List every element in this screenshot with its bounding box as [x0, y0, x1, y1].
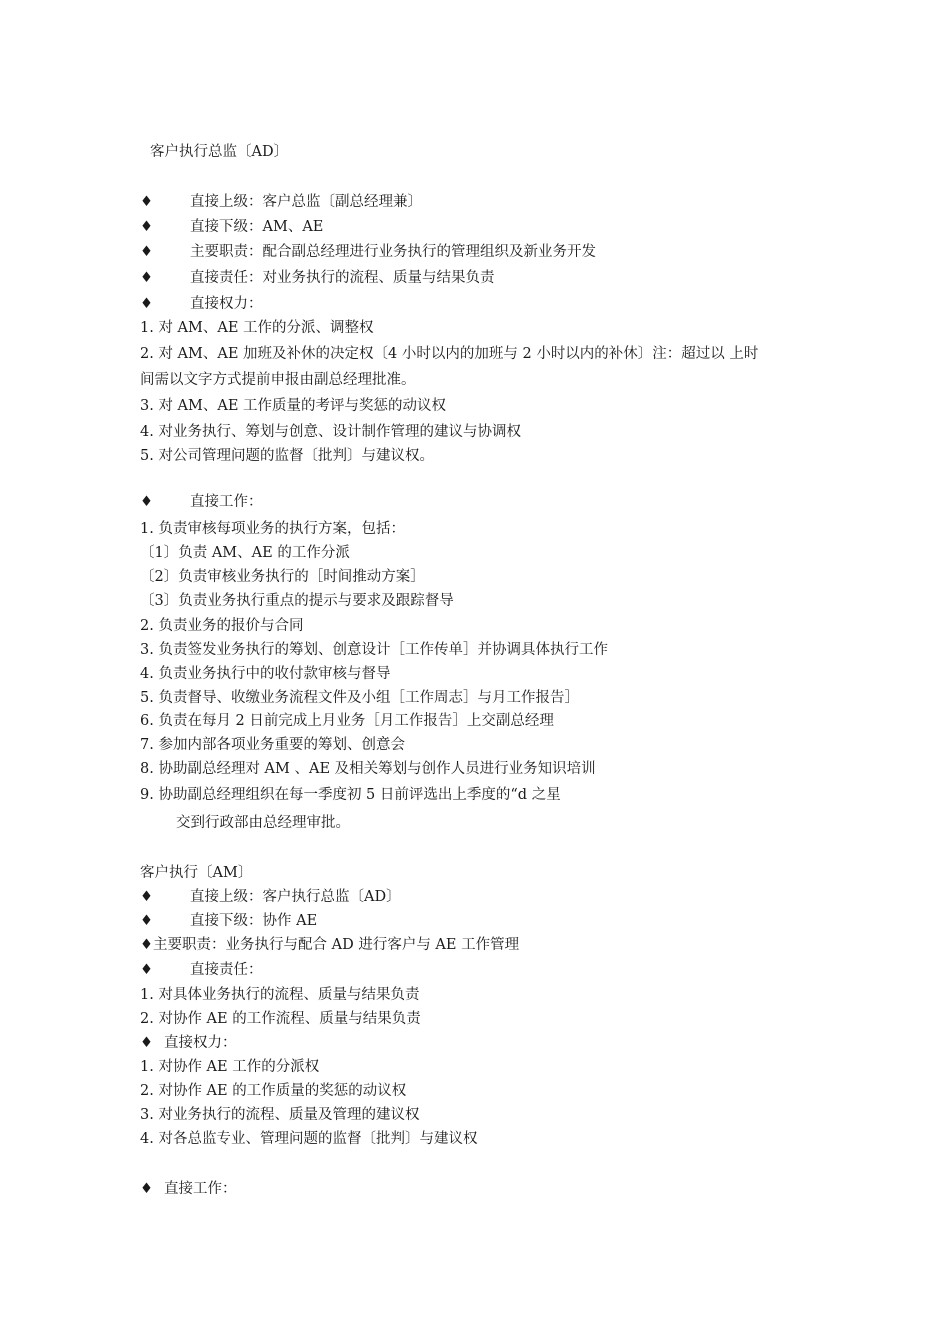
list-item: 5. 负责督导、收缴业务流程文件及小组［工作周志］与月工作报告］	[140, 690, 579, 706]
list-item: 3. 对业务执行的流程、质量及管理的建议权	[140, 1107, 420, 1123]
ad-title: 客户执行总监〔AD〕	[150, 144, 289, 160]
bullet-icon: ♦	[140, 494, 153, 510]
ad-duty-line: ♦ 主要职责：配合副总经理进行业务执行的管理组织及新业务开发	[140, 244, 596, 260]
bullet-icon: ♦	[140, 270, 153, 286]
list-item: 1. 对协作 AE 工作的分派权	[140, 1059, 320, 1075]
ad-authority-heading: ♦ 直接权力：	[140, 296, 263, 312]
bullet-icon: ♦	[140, 219, 153, 235]
list-item: 2. 对协作 AE 的工作质量的奖惩的动议权	[140, 1083, 407, 1099]
list-item: 交到行政部由总经理审批。	[176, 815, 350, 831]
am-superior-line: ♦ 直接上级：客户执行总监〔AD〕	[140, 889, 401, 905]
bullet-icon: ♦	[140, 1035, 153, 1051]
ad-responsibility-line: ♦ 直接责任：对业务执行的流程、质量与结果负责	[140, 270, 495, 286]
list-item: 4. 对业务执行、筹划与创意、设计制作管理的建议与协调权	[140, 424, 521, 440]
list-item: 6. 负责在每月 2 日前完成上月业务［月工作报告］上交副总经理	[140, 713, 554, 729]
list-item: 4. 负责业务执行中的收付款审核与督导	[140, 666, 391, 682]
bullet-icon: ♦	[140, 296, 153, 312]
bullet-icon: ♦	[140, 244, 153, 260]
ad-superior-line: ♦ 直接上级：客户总监〔副总经理兼〕	[140, 194, 422, 210]
list-item: 9. 协助副总经理组织在每一季度初 5 日前评选出上季度的“d 之星	[140, 787, 561, 803]
ad-work-heading: ♦ 直接工作：	[140, 494, 263, 510]
list-item: 8. 协助副总经理对 AM 、AE 及相关筹划与创作人员进行业务知识培训	[140, 761, 596, 777]
list-item: 间需以文字方式提前申报由副总经理批准。	[140, 372, 416, 388]
am-duty-line: ♦主要职责：业务执行与配合 AD 进行客户与 AE 工作管理	[140, 937, 520, 953]
am-subordinate-line: ♦ 直接下级：协作 AE	[140, 913, 318, 929]
bullet-icon: ♦	[140, 937, 153, 953]
bullet-icon: ♦	[140, 194, 153, 210]
list-item: 〔3〕负责业务执行重点的提示与要求及跟踪督导	[140, 593, 454, 609]
am-title: 客户执行〔AM〕	[140, 865, 253, 881]
am-work-heading: ♦ 直接工作：	[140, 1181, 237, 1197]
am-authority-heading: ♦ 直接权力：	[140, 1035, 237, 1051]
ad-subordinate-line: ♦ 直接下级：AM、AE	[140, 219, 324, 235]
list-item: 1. 负责审核每项业务的执行方案，包括：	[140, 521, 405, 537]
bullet-icon: ♦	[140, 1181, 153, 1197]
list-item: 3. 负责签发业务执行的筹划、创意设计［工作传单］并协调具体执行工作	[140, 642, 608, 658]
list-item: 1. 对 AM、AE 工作的分派、调整权	[140, 320, 374, 336]
bullet-icon: ♦	[140, 962, 153, 978]
list-item: 2. 对协作 AE 的工作流程、质量与结果负责	[140, 1011, 421, 1027]
list-item: 2. 对 AM、AE 加班及补休的决定权〔4 小时以内的加班与 2 小时以内的补休〕注：超过以 上时	[140, 346, 759, 362]
am-responsibility-heading: ♦ 直接责任：	[140, 962, 263, 978]
list-item: 〔2〕负责审核业务执行的［时间推动方案］	[140, 569, 425, 585]
list-item: 1. 对具体业务执行的流程、质量与结果负责	[140, 987, 420, 1003]
list-item: 4. 对各总监专业、管理问题的监督〔批判〕与建议权	[140, 1131, 478, 1147]
list-item: 5. 对公司管理问题的监督〔批判〕与建议权。	[140, 448, 434, 464]
bullet-icon: ♦	[140, 913, 153, 929]
list-item: 3. 对 AM、AE 工作质量的考评与奖惩的动议权	[140, 398, 447, 414]
list-item: 2. 负责业务的报价与合同	[140, 618, 304, 634]
list-item: 7. 参加内部各项业务重要的筹划、创意会	[140, 737, 405, 753]
bullet-icon: ♦	[140, 889, 153, 905]
list-item: 〔1〕负责 AM、AE 的工作分派	[140, 545, 350, 561]
